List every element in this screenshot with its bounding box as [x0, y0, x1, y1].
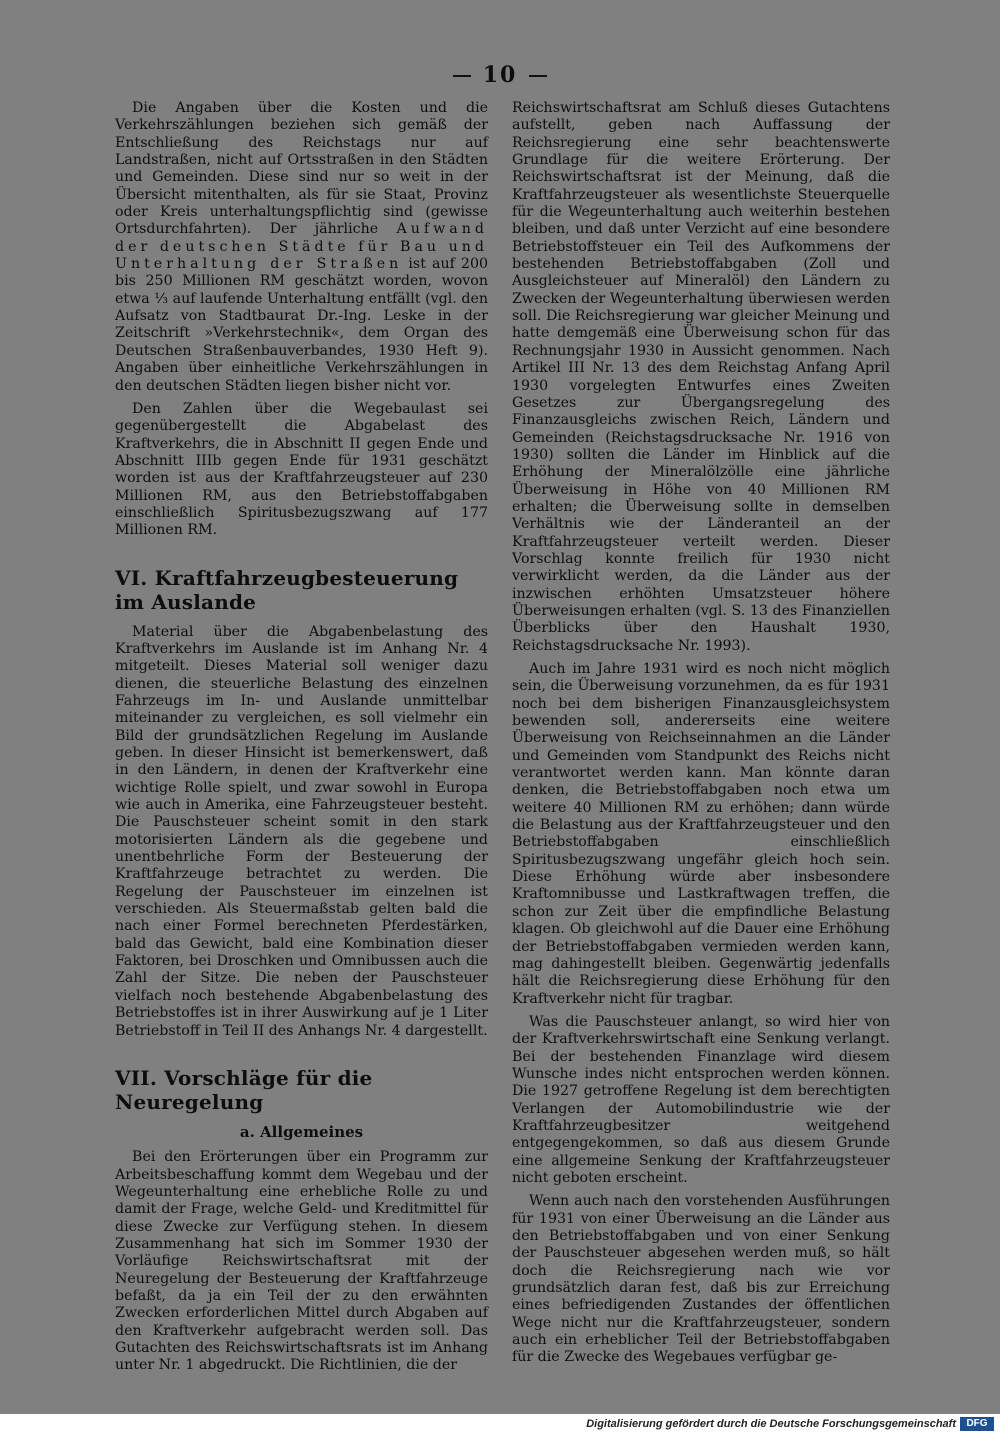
paragraph: Material über die Abgabenbelastung des Kraftverkehrs im Auslande ist im Anhang Nr. 4 mitgeteilt. Dieses Material soll weniger dazu dienen, die steuerliche Belastung des einzelnen Fahrzeugs im In- und Auslande unmittelbar miteinander zu vergleichen, es soll vielmehr ein Bild der grundsätzlichen Regelung im Auslande geben. In dieser Hinsicht ist bemerkenswert, daß in den Ländern, in denen der Kraftverkehr eine wichtige Rolle spielt, und zwar sowohl in Europa wie auch in Amerika, eine Fahrzeugsteuer besteht. Die Pauschsteuer scheint somit in den stark motorisierten Ländern als die gegebene und unentbehrliche Form der Besteuerung der Kraftfahrzeuge betrachtet zu werden. Die Regelung der Pauschsteuer im einzelnen ist verschieden. Als Steuermaßstab gelten bald die nach einer Formel berechneten Pferdestärken, bald das Gewicht, bald eine Kombination dieser Faktoren, bei Droschken und Omnibussen auch die Zahl der Sitze. Die neben der Pauschsteuer vielfach noch bestehende Abgabenbelastung des Betriebstoffes ist in ihrer Auswirkung auf je 1 Liter Betriebstoff in Teil II des Anhangs Nr. 4 dargestellt.: [115, 623, 488, 1039]
paragraph: Wenn auch nach den vorstehenden Ausführungen für 1931 von einer Überweisung an die Länder aus den Betriebstoffabgaben und von einer Senkung der Pauschsteuer abgesehen werden muß, so hält doch die Reichsregierung nach wie vor grundsätzlich daran fest, daß bis zur Erreichung eines befriedigenden Zustandes der öffentlichen Wege nicht nur die Kraftfahrzeugsteuer, sondern auch ein erheblicher Teil der Betriebstoffabgaben für die Zwecke des Wegebaues verfügbar ge-: [512, 1193, 890, 1366]
dfg-logo: DFG: [960, 1417, 994, 1431]
paragraph: [115, 100, 488, 395]
page-number-value: 10: [482, 62, 518, 88]
paragraph: Bei den Erörterungen über ein Programm zur Arbeitsbeschaffung kommt dem Wegebau und der Wegeunterhaltung eine erhebliche Rolle zu und damit der Frage, welche Geld- und Kreditmittel für diese Zwecke zur Verfügung stehen. In diesem Zusammenhang hat sich im Sommer 1930 der Vorläufige Reichswirtschaftsrat mit der Neuregelung der Besteuerung der Kraftfahrzeuge befaßt, da ja ein Teil der zu den erwähnten Zwecken erforderlichen Mittel durch Abgaben auf den Kraftverkehr aufgebracht werden soll. Das Gutachten des Reichswirtschaftsrats ist im Anhang unter Nr. 1 abgedruckt. Die Richtlinien, die der: [115, 1149, 488, 1374]
paragraph-text: Die Angaben über die Kosten und die Verkehrszählungen beziehen sich gemäß der Entschließung des Reichstags nur auf Landstraßen, nicht auf Ortsstraßen in den Städten und Gemeinden. Diese sind nur so weit in der Übersicht mitenthalten, als für sie Staat, Provinz oder Kreis unterhaltungspflichtig sind (gewisse Ortsdurchfahrten). Der jährliche: [115, 100, 488, 238]
right-column: [512, 100, 890, 1367]
paragraph-text: ist auf 200 bis 250 Millionen RM geschätzt worden, wovon etwa ⅓ auf laufende Unterhaltung entfällt (vgl. den Aufsatz von Stadtbaurat Dr.-Ing. Leske in der Zeitschrift »Verkehrstechnik«, dem Organ des Deutschen Straßenbauverbandes, 1930 Heft 9). Angaben über einheitliche Verkehrszählungen in den deutschen Städten liegen bisher nicht vor.: [115, 256, 488, 394]
page-number-dash-right: [529, 75, 547, 77]
page-number-dash-left: [453, 75, 471, 77]
subsection-heading: a. Allgemeines: [239, 1122, 364, 1141]
paragraph: Was die Pauschsteuer anlangt, so wird hier von der Kraftverkehrswirtschaft eine Senkung verlangt. Bei der bestehenden Finanzlage wird diesem Wunsche indes nicht entsprochen werden können. Die 1927 getroffene Regelung ist dem berechtigten Verlangen der Automobilindustrie wie der Kraftfahrzeugbesitzer weitgehend entgegengekommen, so daß aus diesem Grunde eine allgemeine Senkung der Kraftfahrzeugsteuer nicht geboten erscheint.: [512, 1013, 890, 1186]
section-heading-vi: VI. Kraftfahrzeugbesteuerung im Auslande: [115, 565, 459, 614]
footer-bar: [0, 1414, 1000, 1434]
spaced-emphasis: Aufwand der deutschen Städte für Bau und Unterhaltung der Straßen: [115, 221, 488, 273]
paragraph: Den Zahlen über die Wegebaulast sei gegenübergestellt die Abgabelast des Kraftverkehrs, die in Abschnitt II gegen Ende und Abschnitt IIIb gegen Ende für 1931 geschätzt worden ist aus der Kraftfahrzeugsteuer auf 230 Millionen RM, aus den Betriebstoffabgaben einschließlich Spiritusbezugszwang auf 177 Millionen RM.: [115, 400, 488, 539]
paragraph: Reichswirtschaftsrat am Schluß dieses Gutachtens aufstellt, geben nach Auffassung der Reichsregierung eine sehr beachtenswerte Grundlage für die weitere Erörterung. Der Reichswirtschaftsrat ist der Meinung, daß die Kraftfahrzeugsteuer als wesentlichste Steuerquelle für die Wegeunterhaltung auch weiterhin bestehen bleiben, und daß unter Verzicht auf eine besondere Betriebstoffsteuer ein Teil des Aufkommens der bestehenden Betriebstoffabgaben (Zoll und Ausgleichsteuer auf Mineralöl) den Ländern zu Zwecken der Wegeunterhaltung überwiesen werden soll. Die Reichsregierung war gleicher Meinung und hatte demgemäß eine Überweisung schon für das Rechnungsjahr 1930 in Aussicht genommen. Nach Artikel III Nr. 13 des dem Reichstag Anfang April 1930 vorgelegten Entwurfes eines Zweiten Gesetzes zur Übergangsregelung des Finanzausgleichs zwischen Reich, Ländern und Gemeinden (Reichstagsdrucksache Nr. 1916 von 1930) sollten die Länder im Hinblick auf die Erhöhung der Mineralölzölle eine jährliche Überweisung in Höhe von 40 Millionen RM erhalten; die Überweisung sollte in demselben Verhältnis wie der Länderanteil an der Kraftfahrzeugsteuer verteilt werden. Dieser Vorschlag konnte freilich für 1930 nicht verwirklicht werden, da die Länder aus der inzwischen erhöhten Umsatzsteuer höhere Überweisungen erhalten (vgl. S. 13 des Finanziellen Überblicks über den Haushalt 1930, Reichstagsdrucksache Nr. 1993).: [512, 100, 890, 654]
paragraph: Auch im Jahre 1931 wird es noch nicht möglich sein, die Überweisung vorzunehmen, da es für 1931 noch bei dem bisherigen Finanzausgleichsystem bewenden soll, andererseits eine weitere Überweisung von Reichseinnahmen an die Länder und Gemeinden vom Standpunkt des Reichs nicht verantwortet werden kann. Man könnte daran denken, die Betriebstoffabgaben noch etwa um weitere 40 Millionen RM zu erhöhen; dann würde die Belastung aus der Kraftfahrzeugsteuer und den Betriebstoffabgaben einschließlich Spiritusbezugszwang ungefähr gleich hoch sein. Diese Erhöhung würde aber insbesondere Kraftomnibusse und Lastkraftwagen treffen, die schon zur Zeit über die empfindliche Belastung klagen. Ob gleichwohl auf die Dauer eine Erhöhung der Betriebstoffabgaben vermieden werden kann, mag dahingestellt bleiben. Gegenwärtig jedenfalls hält die Reichsregierung diese Erhöhung für den Kraftverkehr nicht für tragbar.: [512, 661, 890, 1007]
left-column: [115, 100, 488, 1375]
section-heading-vii: VII. Vorschläge für die Neuregelung: [115, 1065, 373, 1114]
page-number: [0, 62, 1000, 88]
footer-credit: Digitalisierung gefördert durch die Deutsche Forschungsgemeinschaft: [586, 1418, 956, 1430]
